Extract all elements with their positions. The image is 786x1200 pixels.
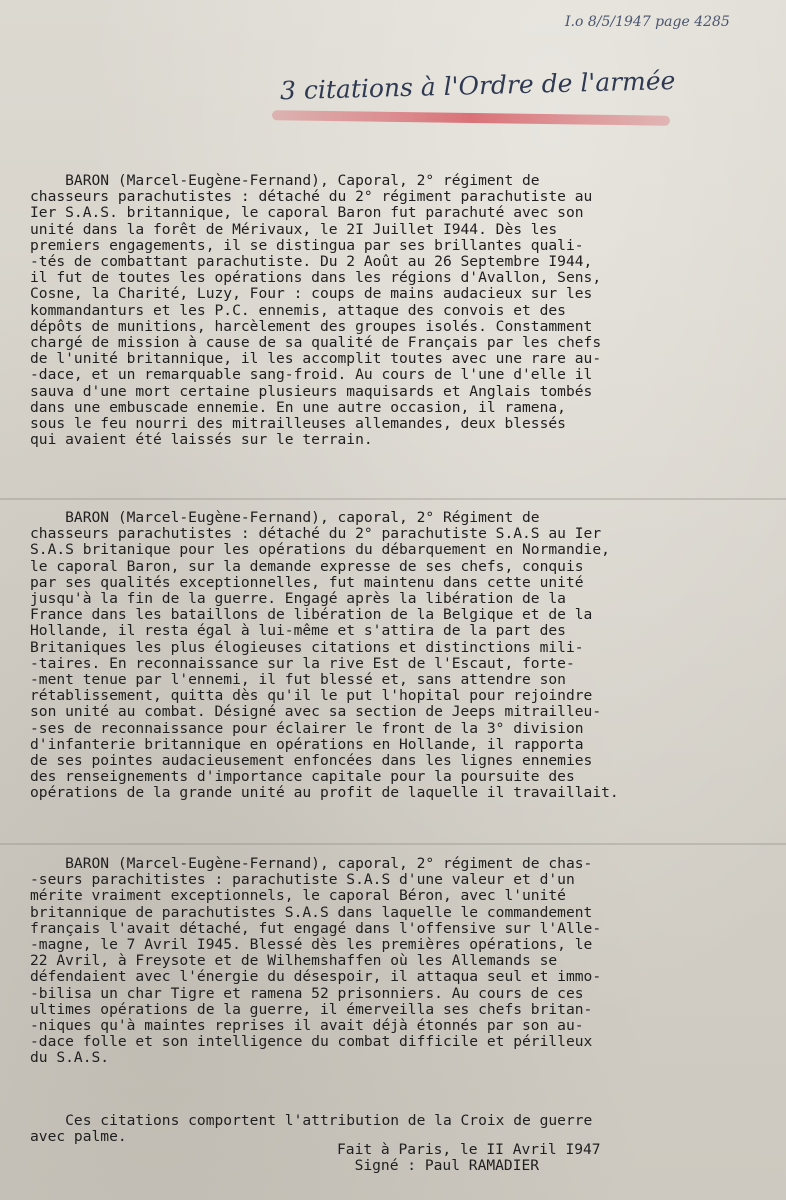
text-line: chargé de mission à cause de sa qualité de Français par les chefs (30, 334, 602, 352)
text-line: sauva d'une mort certaine plusieurs maquisards et Anglais tombés (30, 382, 593, 400)
text-line: -bilisa un char Tigre et ramena 52 prisonniers. Au cours de ces (30, 984, 584, 1002)
text-line: -magne, le 7 Avril I945. Blessé dès les premières opérations, le (30, 936, 593, 954)
text-line: ultimes opérations de la guerre, il émerveilla ses chefs britan- (30, 1000, 593, 1018)
text-line: dépôts de munitions, harcèlement des groupes isolés. Constamment (30, 317, 593, 335)
text-line: chasseurs parachutistes : détaché du 2° régiment parachutiste au (30, 188, 593, 206)
text-line: son unité au combat. Désigné avec sa section de Jeeps mitrailleu- (30, 703, 602, 721)
text-line: -dace folle et son intelligence du combat difficile et périlleux (30, 1033, 593, 1051)
text-line: dans une embuscade ennemie. En une autre occasion, il ramena, (30, 398, 566, 416)
text-line: -ment tenue par l'ennemi, il fut blessé et, sans attendre son (30, 671, 566, 689)
text-line: défendaient avec l'énergie du désespoir, il attaqua seul et immo- (30, 968, 602, 986)
text-line: britannique de parachutistes S.A.S dans laquelle le commandement (30, 903, 593, 921)
citation-paragraph (30, 173, 770, 448)
text-line: Britaniques les plus élogieuses citations et distinctions mili- (30, 638, 584, 656)
text-line: Cosne, la Charité, Luzy, Four : coups de mains audacieux sur les (30, 285, 593, 303)
signature-block (337, 1142, 677, 1174)
signature-lines (337, 1142, 677, 1174)
text-line: premiers engagements, il se distingua par ses brillantes quali- (30, 236, 584, 254)
text-line: de l'unité britannique, il les accomplit toutes avec une rare au- (30, 350, 602, 368)
text-line: BARON (Marcel-Eugène-Fernand), caporal, 2° Régiment de (30, 509, 540, 526)
citation-1 (30, 173, 770, 448)
text-line: de ses pointes audacieusement enfoncées dans les lignes ennemies (30, 752, 593, 770)
text-line: kommandanturs et les P.C. ennemis, attaque des convois et des (30, 301, 566, 319)
text-line: par ses qualités exceptionnelles, fut maintenu dans cette unité (30, 573, 584, 591)
text-line: BARON (Marcel-Eugène-Fernand), caporal, 2° régiment de chas- (30, 855, 593, 872)
text-line: -seurs parachitistes : parachutiste S.A.S d'une valeur et d'un (30, 871, 575, 889)
text-line: des renseignements d'importance capitale pour la poursuite des (30, 768, 575, 786)
text-line: avec palme. (30, 1128, 127, 1146)
text-line: opérations de la grande unité au profit de laquelle il travaillait. (30, 784, 619, 802)
text-line: Hollande, il resta égal à lui-même et s'attira de la part des (30, 622, 566, 640)
text-line: -niques qu'à maintes reprises il avait déjà étonnés par son au- (30, 1017, 584, 1035)
text-line: 22 Avril, à Freysote et de Wilhemshaffen où les Allemands se (30, 952, 558, 970)
text-line: Ier S.A.S. britannique, le caporal Baron fut parachuté avec son (30, 204, 584, 222)
citation-2 (30, 510, 770, 802)
text-line: S.A.S britanique pour les opérations du débarquement en Normandie, (30, 541, 610, 559)
handwritten-reference: I.o 8/5/1947 page 4285 (565, 14, 730, 30)
citation-paragraph (30, 510, 770, 802)
citation-paragraph (30, 856, 770, 1067)
paper-fold (0, 498, 786, 500)
text-line: d'infanterie britannique en opérations en Hollande, il rapporta (30, 735, 584, 753)
text-line: unité dans la forêt de Mérivaux, le 2I Juillet I944. Dès les (30, 220, 558, 238)
text-line: mérite vraiment exceptionnels, le caporal Béron, avec l'unité (30, 887, 566, 905)
text-line: chasseurs parachutistes : détaché du 2° parachutiste S.A.S au Ier (30, 525, 602, 543)
text-line: -taires. En reconnaissance sur la rive Est de l'Escaut, forte- (30, 654, 575, 672)
text-line: sous le feu nourri des mitrailleuses allemandes, deux blessés (30, 415, 566, 433)
text-line: jusqu'à la fin de la guerre. Engagé après la libération de la (30, 590, 566, 608)
red-underline (272, 110, 670, 126)
text-line: Signé : Paul RAMADIER (337, 1157, 540, 1175)
paper-fold (0, 843, 786, 845)
text-line: France dans les bataillons de libération de la Belgique et de la (30, 606, 593, 624)
citation-3 (30, 856, 770, 1067)
text-line: qui avaient été laissés sur le terrain. (30, 431, 373, 449)
handwritten-heading: 3 citations à l'Ordre de l'armée (279, 65, 676, 106)
text-line: -tés de combattant parachutiste. Du 2 Août au 26 Septembre I944, (30, 253, 593, 271)
text-line: français l'avait détaché, fut engagé dans l'offensive sur l'Alle- (30, 919, 602, 937)
text-line: il fut de toutes les opérations dans les régions d'Avallon, Sens, (30, 269, 602, 287)
text-line: -ses de reconnaissance pour éclairer le front de la 3° division (30, 719, 584, 737)
text-line: BARON (Marcel-Eugène-Fernand), Caporal, 2° régiment de (30, 172, 540, 189)
text-line: le caporal Baron, sur la demande expresse de ses chefs, conquis (30, 557, 584, 575)
text-line: -dace, et un remarquable sang-froid. Au cours de l'une d'elle il (30, 366, 593, 384)
text-line: Ces citations comportent l'attribution de la Croix de guerre (30, 1112, 593, 1129)
text-line: du S.A.S. (30, 1049, 110, 1067)
text-line: rétablissement, quitta dès qu'il le put l'hopital pour rejoindre (30, 687, 593, 705)
text-line: Fait à Paris, le II Avril I947 (337, 1141, 601, 1158)
